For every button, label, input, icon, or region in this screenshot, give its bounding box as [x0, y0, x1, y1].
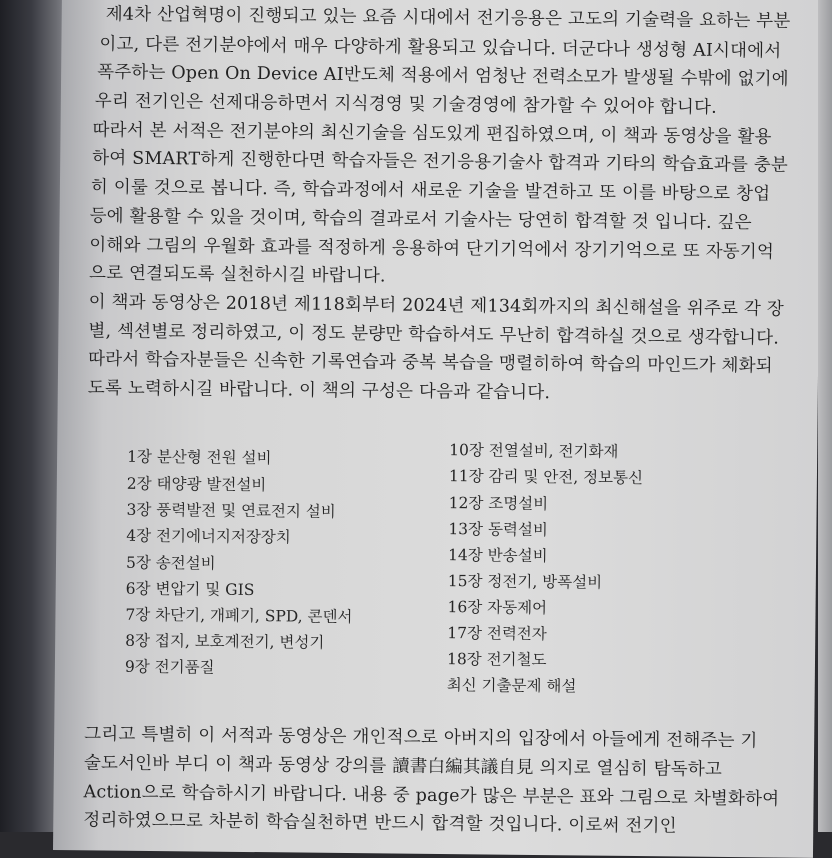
intro-line: 별, 섹션별로 정리하였고, 이 정도 분량만 학습하셔도 무난히 합격하실 것으로 생각합니다. [88, 321, 780, 349]
toc-item-left: 7장 차단기, 개폐기, SPD, 콘덴서 [125, 605, 353, 627]
intro-line: 으로 연결되도록 실천하시길 바랍니다. [88, 263, 386, 287]
toc-item-left: 4장 전기에너지저장장치 [126, 526, 291, 547]
toc-item-left: 9장 전기품질 [124, 657, 215, 677]
intro-line: 제4차 산업혁명이 진행되고 있는 요즘 시대에서 전기응용은 고도의 기술력을 요하는 부분 [105, 4, 791, 32]
closing-line: 술도서인바 부디 이 책과 동영상 강의를 讀書白編其議自見 의지로 열심히 탐독하고 [83, 753, 723, 780]
book-page [53, 0, 822, 858]
toc-item-right: 13장 동력설비 [448, 520, 548, 540]
toc-item-left: 5장 송전설비 [125, 553, 216, 573]
toc-item-right: 15장 정전기, 방폭설비 [447, 572, 603, 592]
intro-line: 이해와 그림의 우월화 효과를 적정하게 응용하여 단기기억에서 장기기억으로 또 자동기억 [89, 235, 775, 263]
toc-item-right: 14장 반송설비 [448, 546, 548, 566]
closing-line: 그리고 특별히 이 서적과 동영상은 개인적으로 아버지의 입장에서 아들에게 전해주는 기 [84, 724, 758, 752]
toc-item-right: 12장 조명설비 [448, 494, 549, 514]
toc-item-right: 11장 감리 및 안전, 정보통신 [448, 467, 644, 488]
intro-line: 이고, 다른 전기분야에서 매우 다양하게 활용되고 있습니다. 더군다나 생성형 AI시대에서 [99, 34, 782, 62]
closing-line: Action으로 학습하시기 바랍니다. 내용 중 page가 많은 부분은 표와 그림으로 차별화하여 [83, 782, 780, 810]
toc-item-left: 8장 접지, 보호계전기, 변성기 [125, 631, 325, 652]
intro-line: 따라서 본 서적은 전기분야의 최신기술을 심도있게 편집하였으며, 이 책과 동영상을 활용 [92, 120, 772, 148]
intro-line: 하여 SMART하게 진행한다면 학습자들은 전기응용기술사 합격과 기타의 학습효과를 충분 [92, 148, 789, 176]
intro-line: 도록 노력하시길 바랍니다. 이 책의 구성은 다음과 같습니다. [87, 378, 551, 404]
intro-line: 폭주하는 Open On Device AI반도체 적용에서 엄청난 전력소모가 발생될 수밖에 없기에 [97, 62, 789, 90]
toc-item-left: 3장 풍력발전 및 연료전지 설비 [126, 500, 336, 521]
closing-line: 정리하였으므로 차분히 학습실천하면 반드시 합격할 것입니다. 이로써 전기인 [83, 810, 677, 837]
intro-line: 우리 전기인은 선제대응하면서 지식경영 및 기술경영에 참가할 수 있어야 합니다. [94, 91, 718, 118]
intro-line: 등에 활용할 수 있을 것이며, 학습의 결과로서 기술사는 당연히 합격할 것 입니다. 깊은 [89, 206, 752, 234]
toc-item-right: 10장 전열설비, 전기화재 [449, 441, 619, 461]
intro-line: 히 이룰 것으로 봅니다. 즉, 학습과정에서 새로운 기술을 발견하고 또 이를 바탕으로 창업 [90, 177, 771, 205]
toc-item-right: 16장 자동제어 [447, 598, 548, 618]
intro-line: 이 책과 동영상은 2018년 제118회부터 2024년 제134회까지의 최신해설을 위주로 각 장 [88, 292, 785, 320]
toc-item-right: 17장 전력전자 [447, 624, 547, 644]
toc-item-left: 1장 분산형 전원 설비 [127, 447, 272, 468]
toc-item-right: 최신 기출문제 해설 [446, 676, 577, 696]
toc-item-right: 18장 전기철도 [446, 650, 547, 670]
intro-line: 따라서 학습자분들은 신속한 기록연습과 중복 복습을 맹렬히하여 학습의 마인드가 체화되 [88, 349, 773, 377]
page-right-edge [818, 0, 832, 832]
toc-item-left: 6장 변압기 및 GIS [125, 579, 255, 600]
toc-item-left: 2장 태양광 발전설비 [126, 474, 267, 495]
